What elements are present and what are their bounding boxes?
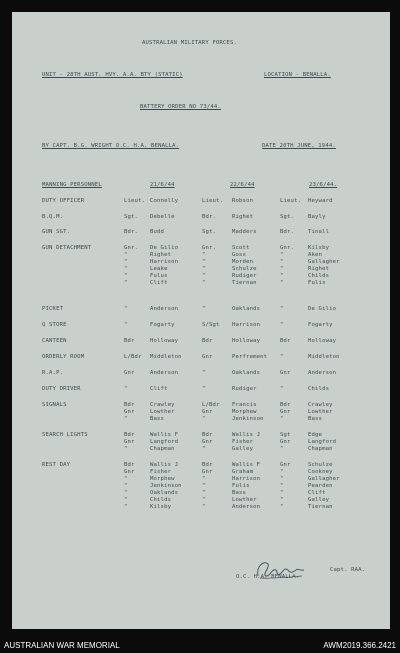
rank-day-3: " [280, 354, 284, 360]
name-day-1: Bass [150, 416, 165, 422]
rank-day-2: Bdr [202, 338, 213, 344]
name-day-1: Anderson [150, 306, 179, 312]
name-day-3: Tinall [308, 229, 330, 235]
rank-day-3: Bdr. [280, 229, 295, 235]
name-day-2: Harrison [232, 322, 261, 328]
name-day-2: Jenkinson [232, 416, 264, 422]
name-day-1: Anderson [150, 370, 179, 376]
name-day-1: Langford [150, 439, 179, 445]
name-day-1: Wallis J [150, 462, 179, 468]
rank-day-2: " [202, 497, 206, 503]
name-day-1: Clift [150, 386, 168, 392]
rank-day-2: " [202, 306, 206, 312]
signature-rank: Capt. RAA. [330, 567, 366, 573]
rank-day-2: Gnr [202, 439, 213, 445]
rank-day-2: " [202, 483, 206, 489]
rank-day-2: S/Sgt [202, 322, 220, 328]
rank-day-3: Lieut. [280, 198, 302, 204]
rank-day-1: " [124, 497, 128, 503]
rank-day-3: Sgt. [280, 214, 295, 220]
rank-day-2: Gnr [202, 469, 213, 475]
name-day-2: Rudiger [232, 273, 257, 279]
row-label: Q STORE [42, 322, 67, 328]
rank-day-1: Bdr [124, 338, 135, 344]
row-label: DUTY OFFICER [42, 198, 85, 204]
document-title: AUSTRALIAN MILITARY FORCES. [142, 40, 237, 46]
heading-date-1: 21/6/44 [150, 182, 175, 188]
row-label: R.A.P. [42, 370, 64, 376]
rank-day-1: Gnr [124, 370, 135, 376]
rank-day-1: " [124, 266, 128, 272]
name-day-3: Lowther [308, 409, 333, 415]
rank-day-2: " [202, 273, 206, 279]
name-day-3: Holloway [308, 338, 337, 344]
row-label: DUTY DRIVER [42, 386, 81, 392]
name-day-3: Childs [308, 386, 330, 392]
name-day-3: De Gilio [308, 306, 337, 312]
rank-day-2: L/Bdr [202, 402, 220, 408]
name-day-3: Gallagher [308, 259, 340, 265]
rank-day-1: Bdr [124, 462, 135, 468]
order-number: BATTERY ORDER NO 73/44. [140, 104, 221, 110]
rank-day-1: Sgt. [124, 214, 139, 220]
name-day-2: Madders [232, 229, 257, 235]
name-day-3: Crawley [308, 402, 333, 408]
name-day-1: Middleton [150, 354, 182, 360]
rank-day-3: " [280, 497, 284, 503]
location-line: LOCATION - BENALLA. [264, 72, 331, 78]
name-day-2: Lowther [232, 497, 257, 503]
rank-day-1: " [124, 252, 128, 258]
name-day-2: Schulze [232, 266, 257, 272]
name-day-2: Fulis [232, 483, 250, 489]
name-day-1: Fogarty [150, 322, 175, 328]
name-day-3: Fulis [308, 280, 326, 286]
rank-day-3: Gnr [280, 462, 291, 468]
rank-day-2: " [202, 446, 206, 452]
name-day-1: Crawley [150, 402, 175, 408]
rank-day-3: " [280, 386, 284, 392]
name-day-3: Schulze [308, 462, 333, 468]
rank-day-1: Gnr. [124, 245, 139, 251]
rank-day-1: " [124, 504, 128, 510]
name-day-2: Goss [232, 252, 247, 258]
name-day-1: De Gilio [150, 245, 179, 251]
rank-day-3: Gnr. [280, 245, 295, 251]
rank-day-1: " [124, 322, 128, 328]
rank-day-3: Gnr [280, 439, 291, 445]
name-day-2: Scott [232, 245, 250, 251]
rank-day-2: " [202, 386, 206, 392]
rank-day-3: " [280, 252, 284, 258]
rank-day-1: Bdr [124, 432, 135, 438]
name-day-2: Bass [232, 490, 247, 496]
rank-day-1: Bdr [124, 402, 135, 408]
name-day-2: Galley [232, 446, 254, 452]
name-day-1: Holloway [150, 338, 179, 344]
name-day-3: Fogarty [308, 322, 333, 328]
row-label: ORDERLY ROOM [42, 354, 85, 360]
rank-day-2: Bdr [202, 432, 213, 438]
name-day-3: Heyward [308, 198, 333, 204]
rank-day-3: Gnr [280, 370, 291, 376]
rank-day-2: " [202, 504, 206, 510]
rank-day-2: Gnr [202, 354, 213, 360]
rank-day-2: " [202, 476, 206, 482]
name-day-1: Leake [150, 266, 168, 272]
name-day-1: Connelly [150, 198, 179, 204]
rank-day-1: Bdr. [124, 229, 139, 235]
name-day-1: Wallis F [150, 432, 179, 438]
rank-day-2: Gnr. [202, 245, 217, 251]
rank-day-3: " [280, 476, 284, 482]
name-day-1: Fisher [150, 469, 172, 475]
name-day-2: Righet [232, 214, 254, 220]
name-day-2: Holloway [232, 338, 261, 344]
name-day-3: Bayly [308, 214, 326, 220]
name-day-1: Childs [150, 497, 172, 503]
rank-day-2: " [202, 370, 206, 376]
name-day-2: Fisher [232, 439, 254, 445]
rank-day-3: Bdr [280, 402, 291, 408]
name-day-1: Budd [150, 229, 165, 235]
rank-day-3: " [280, 483, 284, 489]
name-day-3: Clift [308, 490, 326, 496]
name-day-3: Pearden [308, 483, 333, 489]
footer-accession-number: AWM2019.366.2421 [323, 641, 396, 650]
heading-manning-personnel: MANNING PERSONNEL [42, 182, 102, 188]
rank-day-2: " [202, 252, 206, 258]
rank-day-1: " [124, 306, 128, 312]
name-day-1: Righet [150, 252, 172, 258]
rank-day-3: " [280, 416, 284, 422]
rank-day-3: " [280, 280, 284, 286]
name-day-1: Oaklands [150, 490, 179, 496]
name-day-3: Gallagher [308, 476, 340, 482]
row-label: REST DAY [42, 462, 71, 468]
row-label: SIGNALS [42, 402, 67, 408]
name-day-2: Perfrement [232, 354, 268, 360]
name-day-1: Lowther [150, 409, 175, 415]
rank-day-2: Sgt. [202, 229, 217, 235]
rank-day-3: " [280, 322, 284, 328]
name-day-3: Tiernan [308, 504, 333, 510]
rank-day-1: Lieut. [124, 198, 146, 204]
row-label: CANTEEN [42, 338, 67, 344]
name-day-3: Galley [308, 497, 330, 503]
rank-day-3: " [280, 490, 284, 496]
name-day-2: Anderson [232, 504, 261, 510]
rank-day-3: " [280, 469, 284, 475]
name-day-1: Fulus [150, 273, 168, 279]
document-sheet [12, 12, 390, 629]
footer-credit: AUSTRALIAN WAR MEMORIAL [4, 641, 120, 650]
rank-day-1: " [124, 490, 128, 496]
rank-day-3: " [280, 504, 284, 510]
name-day-2: Robson [232, 198, 254, 204]
name-day-2: Tiernan [232, 280, 257, 286]
name-day-3: Childs [308, 273, 330, 279]
name-day-2: Morden [232, 259, 254, 265]
name-day-1: Morphew [150, 476, 175, 482]
signature-title: O.C. H.A. BENALLA. [236, 574, 300, 580]
rank-day-1: Gnr [124, 439, 135, 445]
name-day-2: Wallis F [232, 462, 261, 468]
name-day-3: Edge [308, 432, 323, 438]
row-label: GUN SGT. [42, 229, 71, 235]
rank-day-3: Gnr [280, 409, 291, 415]
rank-day-1: " [124, 476, 128, 482]
rank-day-1: " [124, 446, 128, 452]
name-day-3: Anderson [308, 370, 337, 376]
name-day-2: Wallis J [232, 432, 261, 438]
rank-day-2: " [202, 280, 206, 286]
name-day-1: Debelle [150, 214, 175, 220]
row-label: SEARCH LIGHTS [42, 432, 88, 438]
rank-day-2: Lieut. [202, 198, 224, 204]
rank-day-2: Bdr. [202, 214, 217, 220]
name-day-2: Rudiger [232, 386, 257, 392]
name-day-1: Harrison [150, 259, 179, 265]
rank-day-3: Sgt [280, 432, 291, 438]
rank-day-3: " [280, 306, 284, 312]
name-day-3: Righet [308, 266, 330, 272]
name-day-2: Graham [232, 469, 254, 475]
issued-by: BY CAPT. B.G. WRIGHT O.C. H.A. BENALLA. [42, 143, 180, 149]
rank-day-2: " [202, 266, 206, 272]
rank-day-1: " [124, 280, 128, 286]
rank-day-2: Gnr [202, 409, 213, 415]
name-day-3: Langford [308, 439, 337, 445]
rank-day-1: " [124, 386, 128, 392]
order-date: DATE 20TH JUNE, 1944. [262, 143, 336, 149]
name-day-1: Chapman [150, 446, 175, 452]
name-day-3: Aken [308, 252, 323, 258]
rank-day-2: " [202, 416, 206, 422]
name-day-2: Oaklands [232, 306, 261, 312]
name-day-2: Oaklands [232, 370, 261, 376]
rank-day-3: Bdr [280, 338, 291, 344]
rank-day-3: " [280, 266, 284, 272]
rank-day-2: " [202, 490, 206, 496]
name-day-3: Bass [308, 416, 323, 422]
rank-day-1: " [124, 416, 128, 422]
heading-date-2: 22/6/44 [230, 182, 255, 188]
rank-day-3: " [280, 259, 284, 265]
name-day-2: Francis [232, 402, 257, 408]
row-label: PICKET [42, 306, 64, 312]
name-day-3: Chapman [308, 446, 333, 452]
rank-day-3: " [280, 446, 284, 452]
rank-day-2: " [202, 259, 206, 265]
rank-day-2: Bdr [202, 462, 213, 468]
rank-day-1: " [124, 259, 128, 265]
rank-day-1: Gnr [124, 469, 135, 475]
name-day-1: Jenkinson [150, 483, 182, 489]
name-day-1: Clift [150, 280, 168, 286]
row-label: B.Q.M. [42, 214, 64, 220]
name-day-1: Kilsby [150, 504, 172, 510]
rank-day-1: L/Bdr [124, 354, 142, 360]
rank-day-1: " [124, 273, 128, 279]
rank-day-1: Gnr [124, 409, 135, 415]
unit-line: UNIT - 28TH AUST. HVY. A.A. BTY (STATIC) [42, 72, 183, 78]
rank-day-3: " [280, 273, 284, 279]
name-day-2: Morphew [232, 409, 257, 415]
name-day-3: Cookney [308, 469, 333, 475]
rank-day-1: " [124, 483, 128, 489]
row-label: GUN DETACHMENT [42, 245, 92, 251]
name-day-2: Harrison [232, 476, 261, 482]
heading-date-3: 23/6/44. [309, 182, 338, 188]
name-day-3: Kilsby [308, 245, 330, 251]
name-day-3: Middleton [308, 354, 340, 360]
